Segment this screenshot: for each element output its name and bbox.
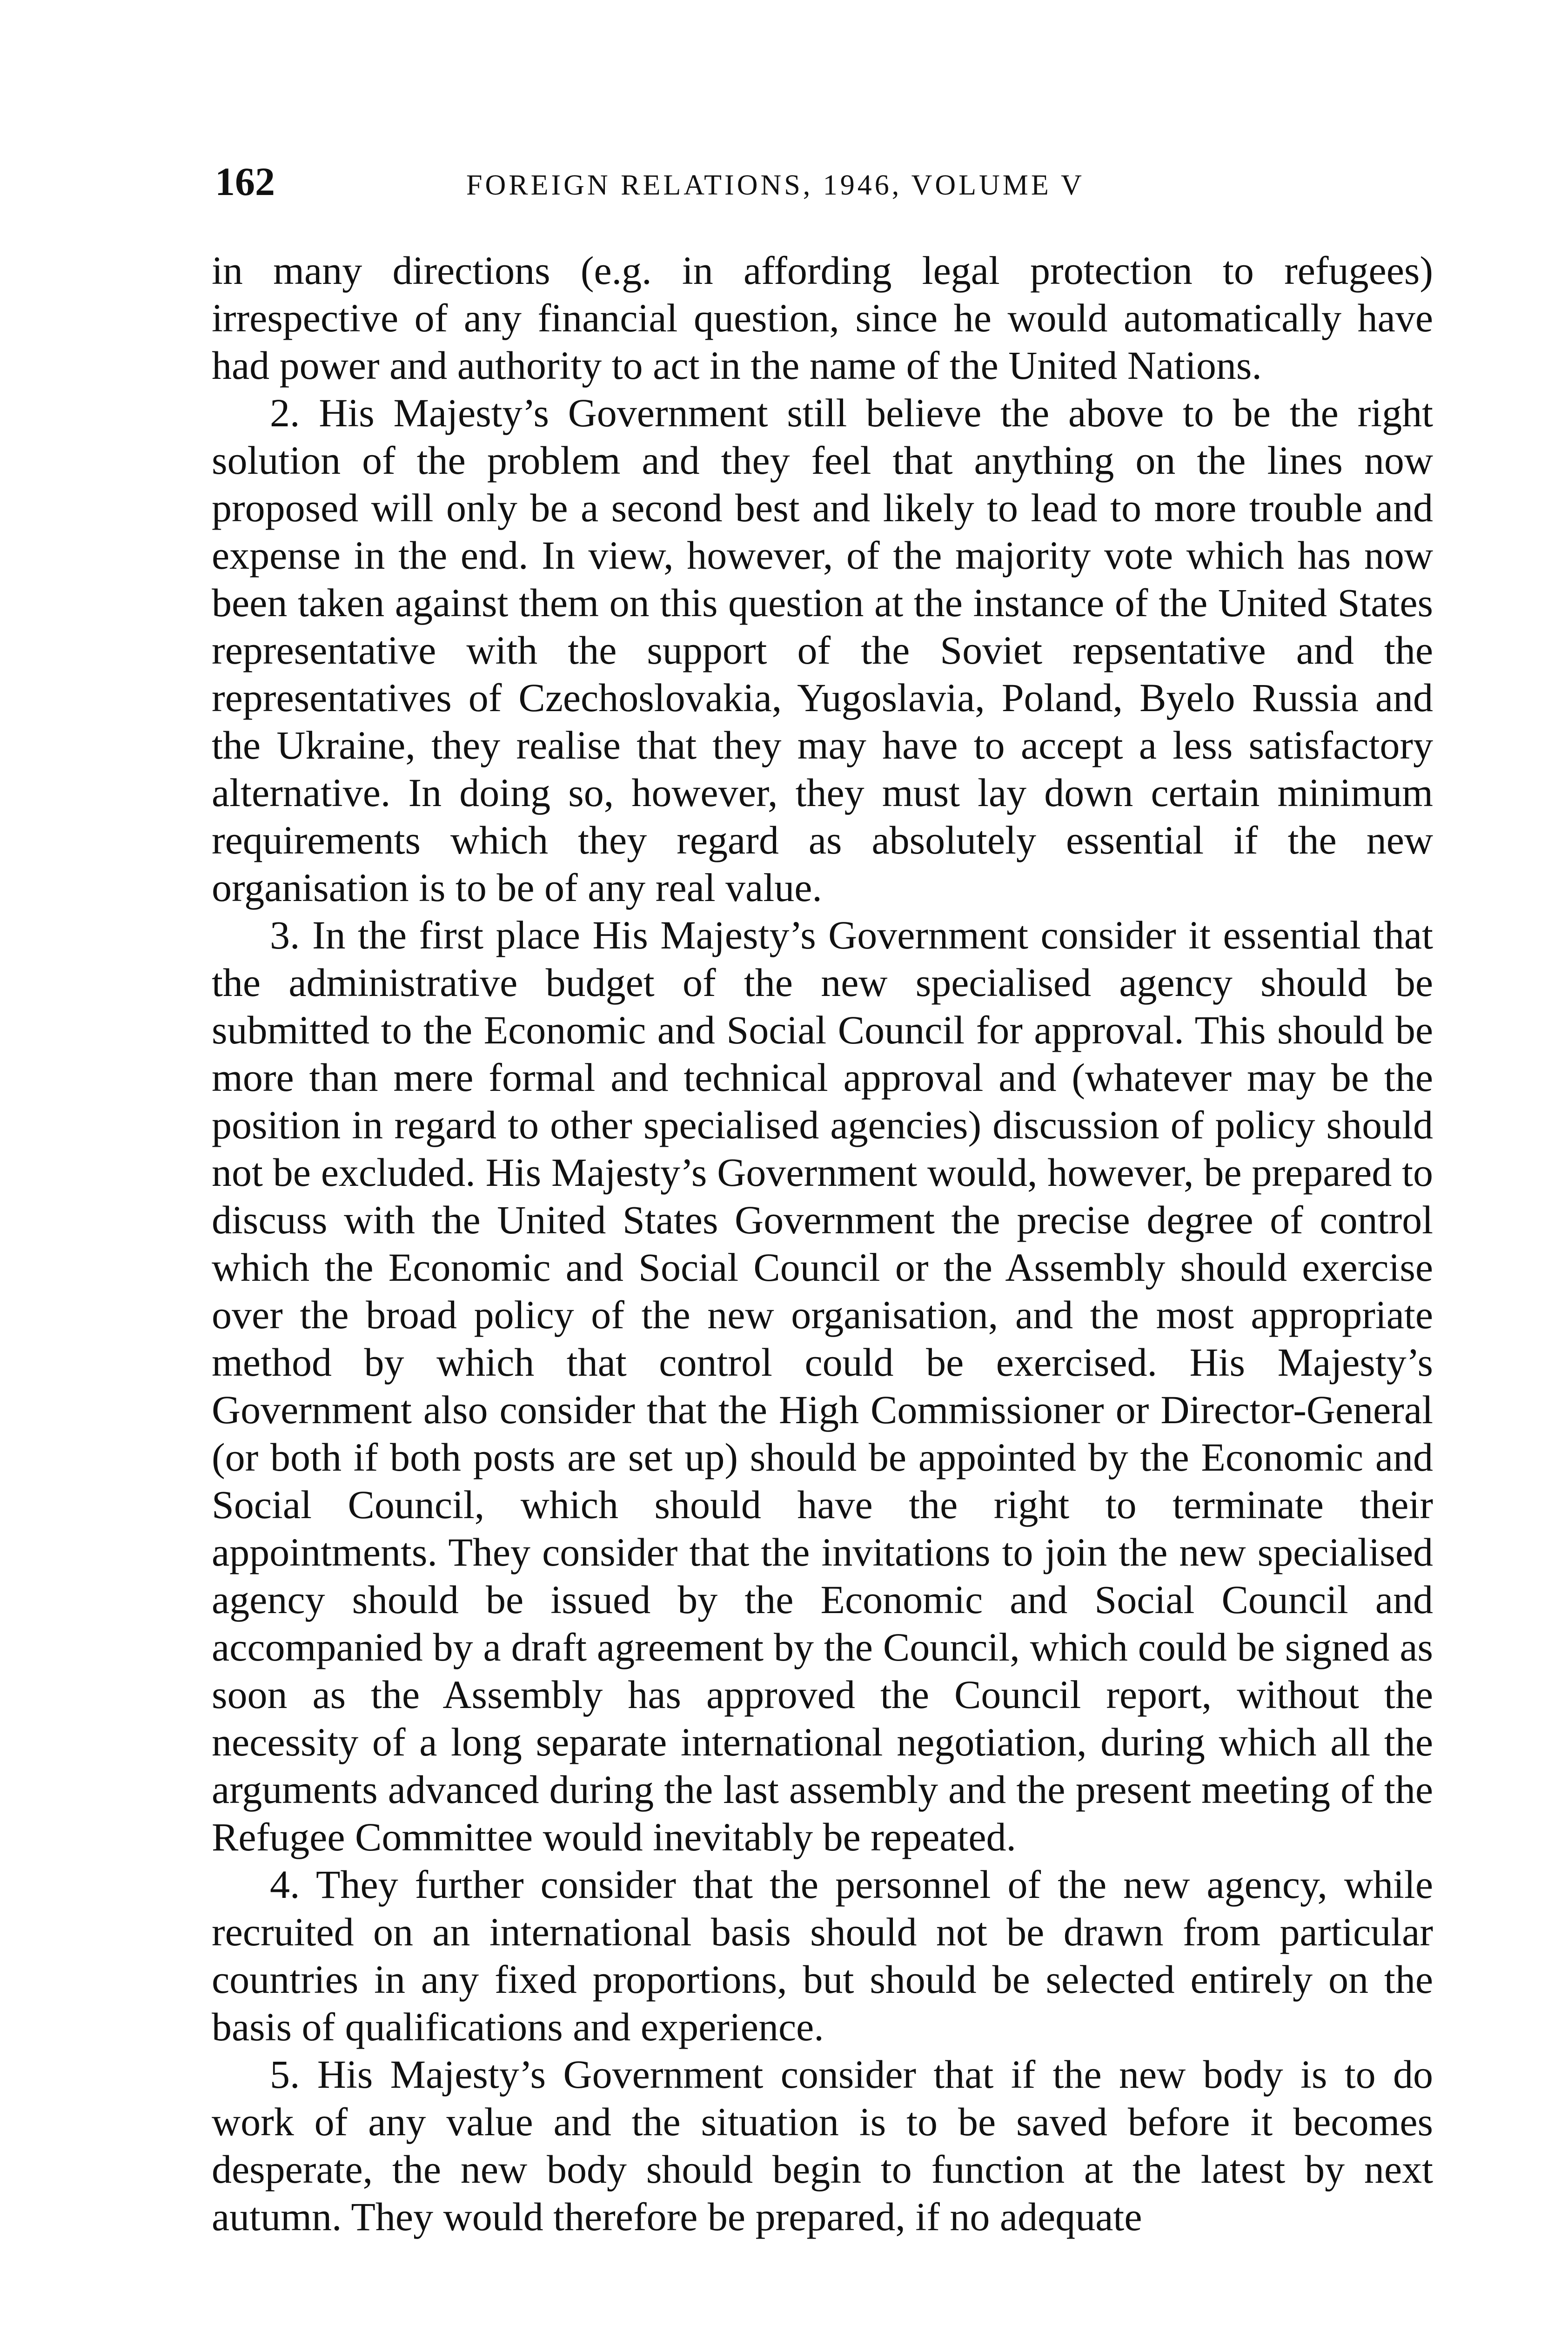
- page-number: 162: [215, 159, 275, 204]
- paragraph-4: 4. They further consider that the personnel of the new agency, while recruited on an international basis should not be drawn from particular countries in any fixed proportions, but should be selected entirely on the basis of qualifications and experience.: [212, 1862, 1433, 2049]
- paragraph-3: 3. In the first place His Majesty’s Government consider it essential that the administrative budget of the new specialised agency should be submitted to the Economic and Social Council for approval. This should be more than mere formal and technical approval and (whatever may be the position in regard to other specialised agencies) discussion of policy should not be excluded. His Majesty’s Government would, however, be prepared to discuss with the United States Government the precise degree of control which the Economic and Social Council or the Assembly should exercise over the broad policy of the new organisation, and the most appropriate method by which that control could be exercised. His Majesty’s Government also consider that the High Commissioner or Director-General (or both if both posts are set up) should be appointed by the Economic and Social Council, which should have the right to terminate their appointments. They consider that the invitations to join the new specialised agency should be issued by the Economic and Social Council and accompanied by a draft agreement by the Council, which could be signed as soon as the Assembly has approved the Council report, without the necessity of a long separate international negotiation, during which all the arguments advanced during the last assembly and the present meeting of the Refugee Committee would inevitably be repeated.: [212, 913, 1433, 1859]
- running-head: FOREIGN RELATIONS, 1946, VOLUME V: [466, 169, 1085, 201]
- paragraph-5: 5. His Majesty’s Government consider that if the new body is to do work of any value and the situation is to be saved before it becomes desperate, the new body should begin to function at the latest by next autumn. They would therefore be prepared, if no adequate: [212, 2052, 1433, 2239]
- paragraph-continuation: in many directions (e.g. in affording legal protection to refugees) irrespective of any financial question, since he would automatically have had power and authority to act in the name of the United Nations.: [212, 248, 1433, 388]
- page-header: [215, 154, 1285, 209]
- body-text: [212, 247, 1433, 2240]
- paragraph-2: 2. His Majesty’s Government still believe the above to be the right solution of the problem and they feel that anything on the lines now proposed will only be a second best and likely to lead to more trouble and expense in the end. In view, however, of the majority vote which has now been taken against them on this question at the instance of the United States representative with the support of the Soviet repsentative and the representatives of Czechoslovakia, Yugoslavia, Poland, Byelo Russia and the Ukraine, they realise that they may have to accept a less satisfactory alternative. In doing so, however, they must lay down certain minimum requirements which they regard as absolutely essential if the new organisation is to be of any real value.: [212, 390, 1433, 910]
